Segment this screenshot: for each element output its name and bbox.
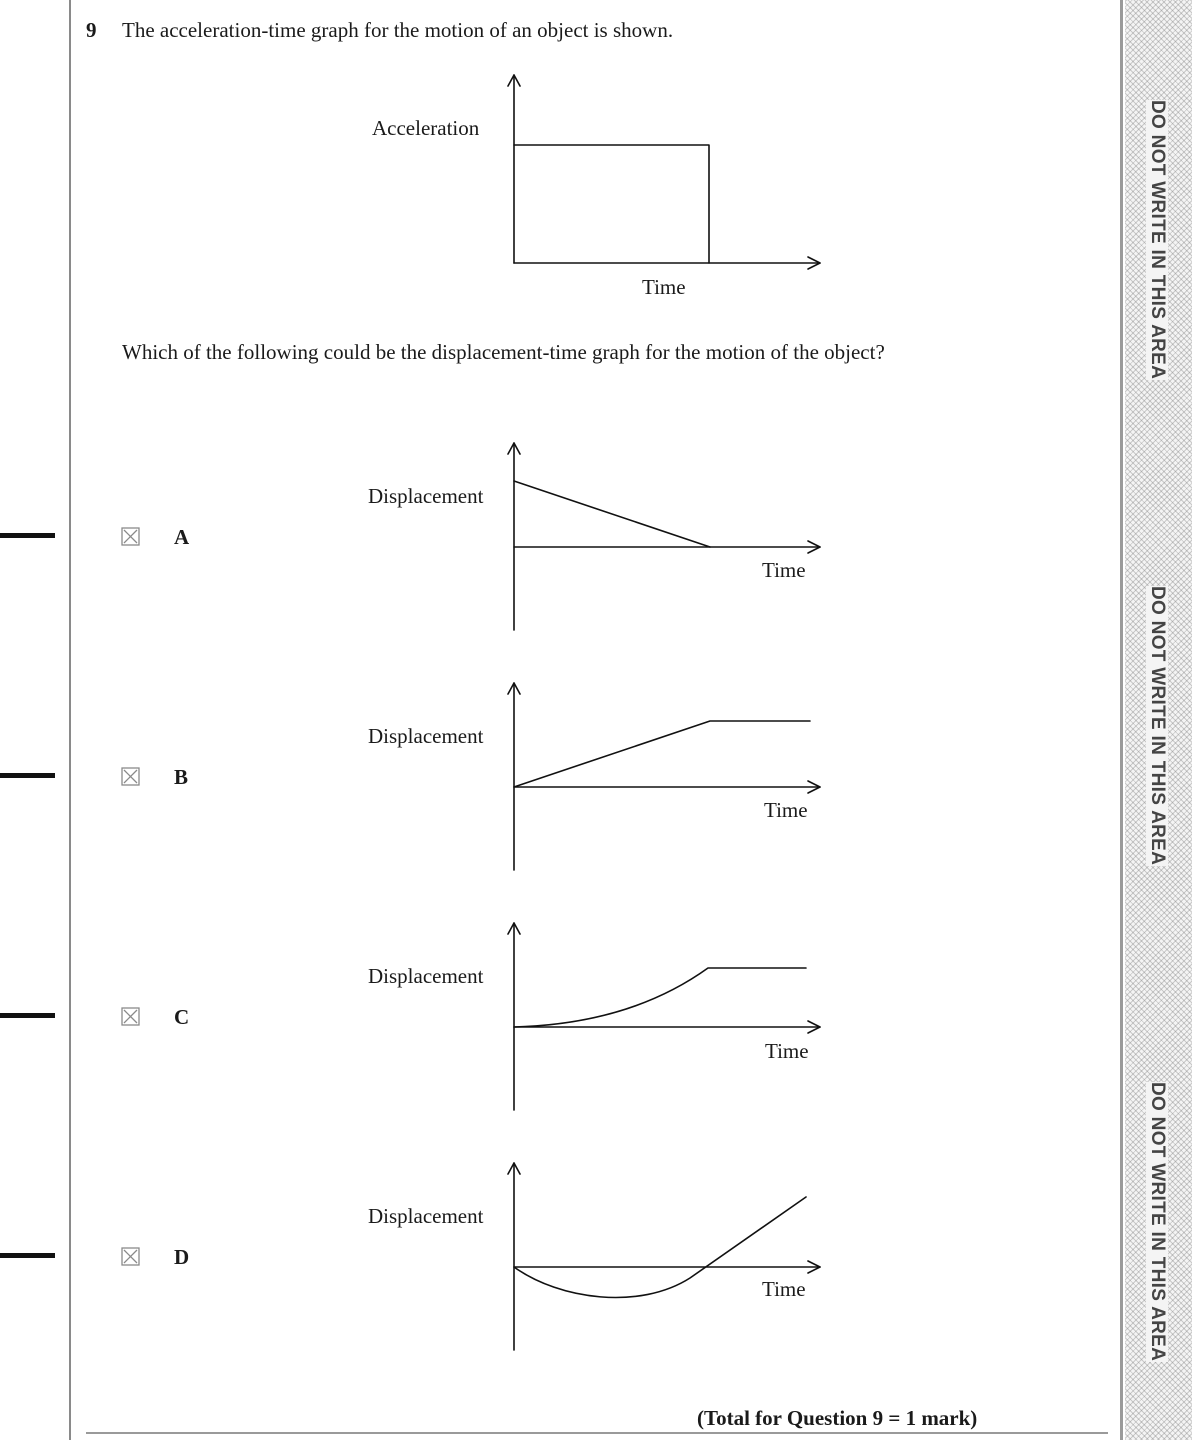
graph-a <box>508 443 820 630</box>
displacement-axis-label-c: Displacement <box>368 964 484 988</box>
checkbox-a[interactable] <box>122 528 139 545</box>
graph-b <box>508 683 820 870</box>
displacement-line <box>514 721 810 787</box>
option-letter-d: D <box>174 1245 190 1269</box>
total-marks: (Total for Question 9 = 1 mark) <box>697 1406 978 1430</box>
margin-warning-1: DO NOT WRITE IN THIS AREA <box>1147 100 1168 380</box>
option-letter-b: B <box>174 765 189 789</box>
checkbox-d[interactable] <box>122 1248 139 1265</box>
question-number: 9 <box>86 18 97 42</box>
question-prompt: Which of the following could be the displacement-time graph for the motion of the object? <box>122 340 885 364</box>
margin-warning-2: DO NOT WRITE IN THIS AREA <box>1147 586 1168 866</box>
time-axis-label-a: Time <box>762 558 806 582</box>
checkbox-b[interactable] <box>122 768 139 785</box>
acceleration-time-graph <box>508 75 820 269</box>
time-axis-label-b: Time <box>764 798 808 822</box>
displacement-axis-label-a: Displacement <box>368 484 484 508</box>
option-letter-a: A <box>174 525 190 549</box>
time-axis-label-d: Time <box>762 1277 806 1301</box>
question-text: The acceleration-time graph for the motion of an object is shown. <box>122 18 674 42</box>
displacement-curve <box>514 968 806 1027</box>
displacement-axis-label-b: Displacement <box>368 724 484 748</box>
time-axis-label: Time <box>642 275 686 299</box>
checkbox-c[interactable] <box>122 1008 139 1025</box>
displacement-line <box>514 481 710 547</box>
displacement-axis-label-d: Displacement <box>368 1204 484 1228</box>
acceleration-line <box>514 145 709 263</box>
graph-c <box>508 923 820 1110</box>
bottom-rule <box>86 1432 1108 1434</box>
option-letter-c: C <box>174 1005 190 1029</box>
time-axis-label-c: Time <box>765 1039 809 1063</box>
margin-warning-3: DO NOT WRITE IN THIS AREA <box>1147 1082 1168 1362</box>
graph-d <box>508 1163 820 1350</box>
acceleration-axis-label: Acceleration <box>372 116 480 140</box>
